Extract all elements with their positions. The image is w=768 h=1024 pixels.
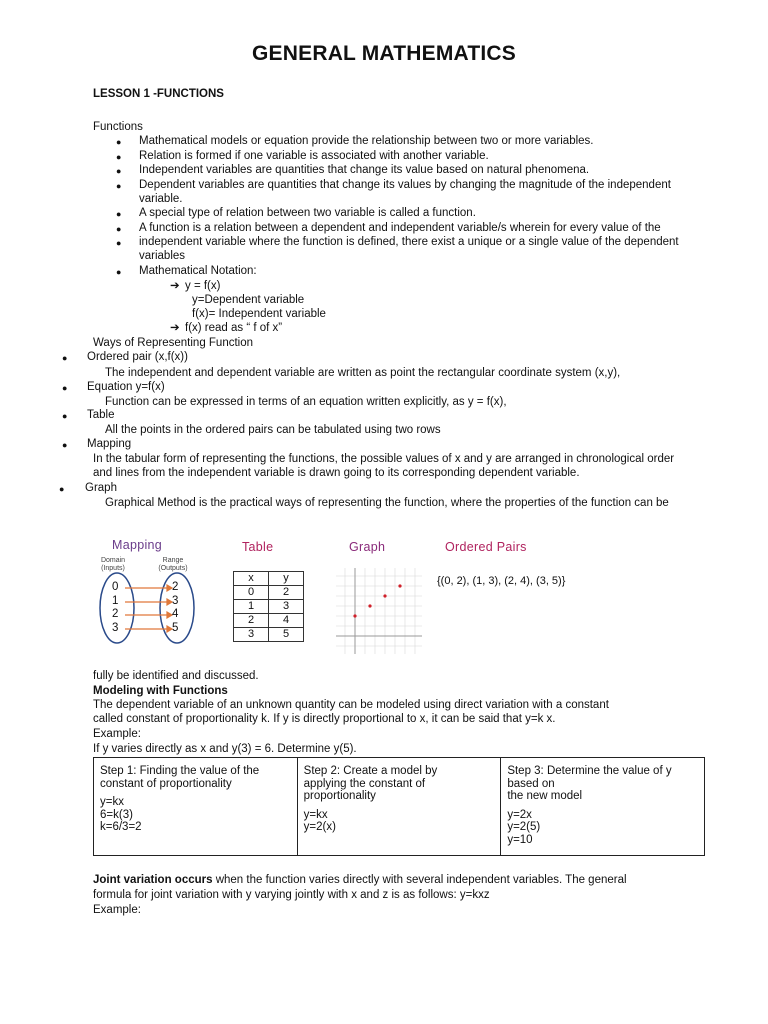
xy-table <box>233 571 304 642</box>
steps-table <box>93 757 705 856</box>
way-label: Ordered pair (x,f(x)) <box>87 351 188 363</box>
ways-heading: Ways of Representing Function <box>93 337 254 349</box>
functions-heading: Functions <box>93 121 143 133</box>
lesson-heading: LESSON 1 -FUNCTIONS <box>93 88 224 100</box>
table-cell: 4 <box>269 614 304 628</box>
mapping-title: Mapping <box>112 538 163 552</box>
continuation-text: fully be identified and discussed. <box>93 670 259 682</box>
way-label: Equation y=f(x) <box>87 381 165 393</box>
bullet-text: A function is a relation between a dependent and independent variable/s wherein for every value of the <box>139 222 661 234</box>
step-line: y=kx <box>100 796 124 808</box>
example-problem: If y varies directly as x and y(3) = 6. Determine y(5). <box>93 743 357 755</box>
bullet-text: independent variable where the function is defined, there exist a unique or a single value of the dependent <box>139 236 679 248</box>
bullet-text: Mathematical models or equation provide the relationship between two or more variables. <box>139 135 594 147</box>
way-desc: Function can be expressed in terms of an equation written explicitly, as y = f(x), <box>105 396 507 408</box>
domain-sub-text: (Inputs) <box>101 565 125 572</box>
step-line: y=kx <box>303 808 328 821</box>
graph-point <box>368 604 371 607</box>
joint-variation-formula: formula for joint variation with y varying jointly with x and z is as follows: y=kxz <box>93 889 490 901</box>
step-line: 6=k(3) <box>100 808 133 821</box>
graph-point <box>383 594 386 597</box>
bullet-text: Mathematical Notation: <box>139 265 257 277</box>
step-3-cell <box>501 758 705 856</box>
bullet-dot: ● <box>116 152 122 162</box>
bullet-dot: ● <box>116 166 122 176</box>
bullet-text: Relation is formed if one variable is associated with another variable. <box>139 150 489 162</box>
notation-line: f(x) read as “ f of x” <box>185 322 283 334</box>
way-desc: The independent and dependent variable are written as point the rectangular coordinate system (x,y), <box>105 367 621 379</box>
table-row <box>234 628 304 642</box>
notation-line: f(x)= Independent variable <box>192 308 326 320</box>
table-row <box>234 614 304 628</box>
steps-row <box>94 758 705 856</box>
graph-title: Graph <box>349 540 386 554</box>
example-label: Example: <box>93 728 141 740</box>
table-header-row <box>234 572 304 586</box>
step-1-cell <box>94 758 298 856</box>
way-desc: All the points in the ordered pairs can be tabulated using two rows <box>105 424 441 436</box>
way-label: Mapping <box>87 438 132 450</box>
bullet-dot: ● <box>62 411 68 421</box>
range-value: 4 <box>172 608 179 620</box>
step-heading: based on <box>507 777 555 790</box>
step-heading: Step 1: Finding the value of the <box>100 765 260 777</box>
arrow-icon: ➔ <box>170 322 180 334</box>
step-line: y=10 <box>507 833 533 846</box>
way-desc: and lines from the independent variable is drawn going to its corresponding dependent variable. <box>93 467 580 479</box>
table-cell: 2 <box>269 586 304 600</box>
table-header-y: y <box>269 572 304 586</box>
graph-point <box>398 584 401 587</box>
step-heading: Step 2: Create a model by <box>303 765 438 777</box>
notation-line: y=Dependent variable <box>192 294 305 306</box>
bullet-text-continued: variable. <box>139 193 183 205</box>
joint-variation-paragraph <box>93 873 627 887</box>
coordinate-graph <box>336 568 422 654</box>
step-heading: proportionality <box>303 790 376 802</box>
bullet-dot: ● <box>116 224 122 234</box>
step-heading: Step 3: Determine the value of y <box>507 765 672 777</box>
domain-value: 0 <box>112 581 119 593</box>
graph-grid <box>336 568 422 654</box>
ordered-pairs-text: {(0, 2), (1, 3), (2, 4), (3, 5)} <box>437 575 566 587</box>
step-heading: applying the constant of <box>303 777 426 790</box>
step-line: y=2x <box>507 808 532 821</box>
domain-label-text: Domain <box>100 557 126 564</box>
bullet-dot: ● <box>59 484 65 494</box>
table-cell: 1 <box>234 600 269 614</box>
bullet-text: A special type of relation between two variable is called a function. <box>139 207 476 219</box>
range-value: 3 <box>172 595 179 607</box>
way-desc: In the tabular form of representing the functions, the possible values of x and y are arranged in chronological order <box>93 453 675 465</box>
bullet-text: Independent variables are quantities that change its value based on natural phenomena. <box>139 164 590 176</box>
table-row <box>234 600 304 614</box>
way-label: Table <box>87 409 115 421</box>
joint-variation-term: Joint variation occurs <box>93 874 213 886</box>
step-2-cell <box>297 758 501 856</box>
modeling-text: The dependent variable of an unknown quantity can be modeled using direct variation with a constant <box>93 699 609 711</box>
step-line: k=6/3=2 <box>100 821 142 833</box>
table-cell: 5 <box>269 628 304 642</box>
joint-variation-text: when the function varies directly with several independent variables. The general <box>212 874 627 886</box>
graph-point <box>353 614 356 617</box>
bullet-text-continued: variables <box>139 250 186 262</box>
bullet-dot: ● <box>116 209 122 219</box>
range-value: 5 <box>172 622 179 634</box>
table-cell: 3 <box>234 628 269 642</box>
step-heading: the new model <box>507 790 583 802</box>
step-line: y=2(x) <box>303 821 336 833</box>
domain-value: 1 <box>112 595 119 607</box>
bullet-dot: ● <box>116 181 122 191</box>
range-value: 2 <box>172 581 179 593</box>
bullet-dot: ● <box>62 440 68 450</box>
table-cell: 0 <box>234 586 269 600</box>
page-title: GENERAL MATHEMATICS <box>252 42 516 65</box>
range-sub-text: (Outputs) <box>158 565 188 572</box>
notation-line: y = f(x) <box>185 280 221 292</box>
way-label: Graph <box>85 482 117 494</box>
table-cell: 2 <box>234 614 269 628</box>
joint-example-label: Example: <box>93 904 141 916</box>
table-title: Table <box>242 540 274 554</box>
bullet-dot: ● <box>62 353 68 363</box>
bullet-dot: ● <box>116 267 122 277</box>
table-header-x: x <box>234 572 269 586</box>
arrow-icon: ➔ <box>170 280 180 292</box>
range-label-text: Range <box>162 557 184 564</box>
modeling-text: called constant of proportionality k. If y is directly proportional to x, it can be said that y=k x. <box>93 713 556 725</box>
table-row <box>234 586 304 600</box>
table-cell: 3 <box>269 600 304 614</box>
bullet-dot: ● <box>116 137 122 147</box>
bullet-dot: ● <box>62 383 68 393</box>
modeling-heading: Modeling with Functions <box>93 685 228 697</box>
ordered-pairs-title: Ordered Pairs <box>445 540 527 554</box>
domain-value: 2 <box>112 608 119 620</box>
step-line: y=2(5) <box>507 821 541 833</box>
domain-value: 3 <box>112 622 119 634</box>
step-heading: constant of proportionality <box>100 777 232 790</box>
way-desc: Graphical Method is the practical ways of representing the function, where the properties of the function can be <box>105 497 669 509</box>
bullet-dot: ● <box>116 238 122 248</box>
bullet-text: Dependent variables are quantities that change its values by changing the magnitude of the independent <box>139 179 671 191</box>
